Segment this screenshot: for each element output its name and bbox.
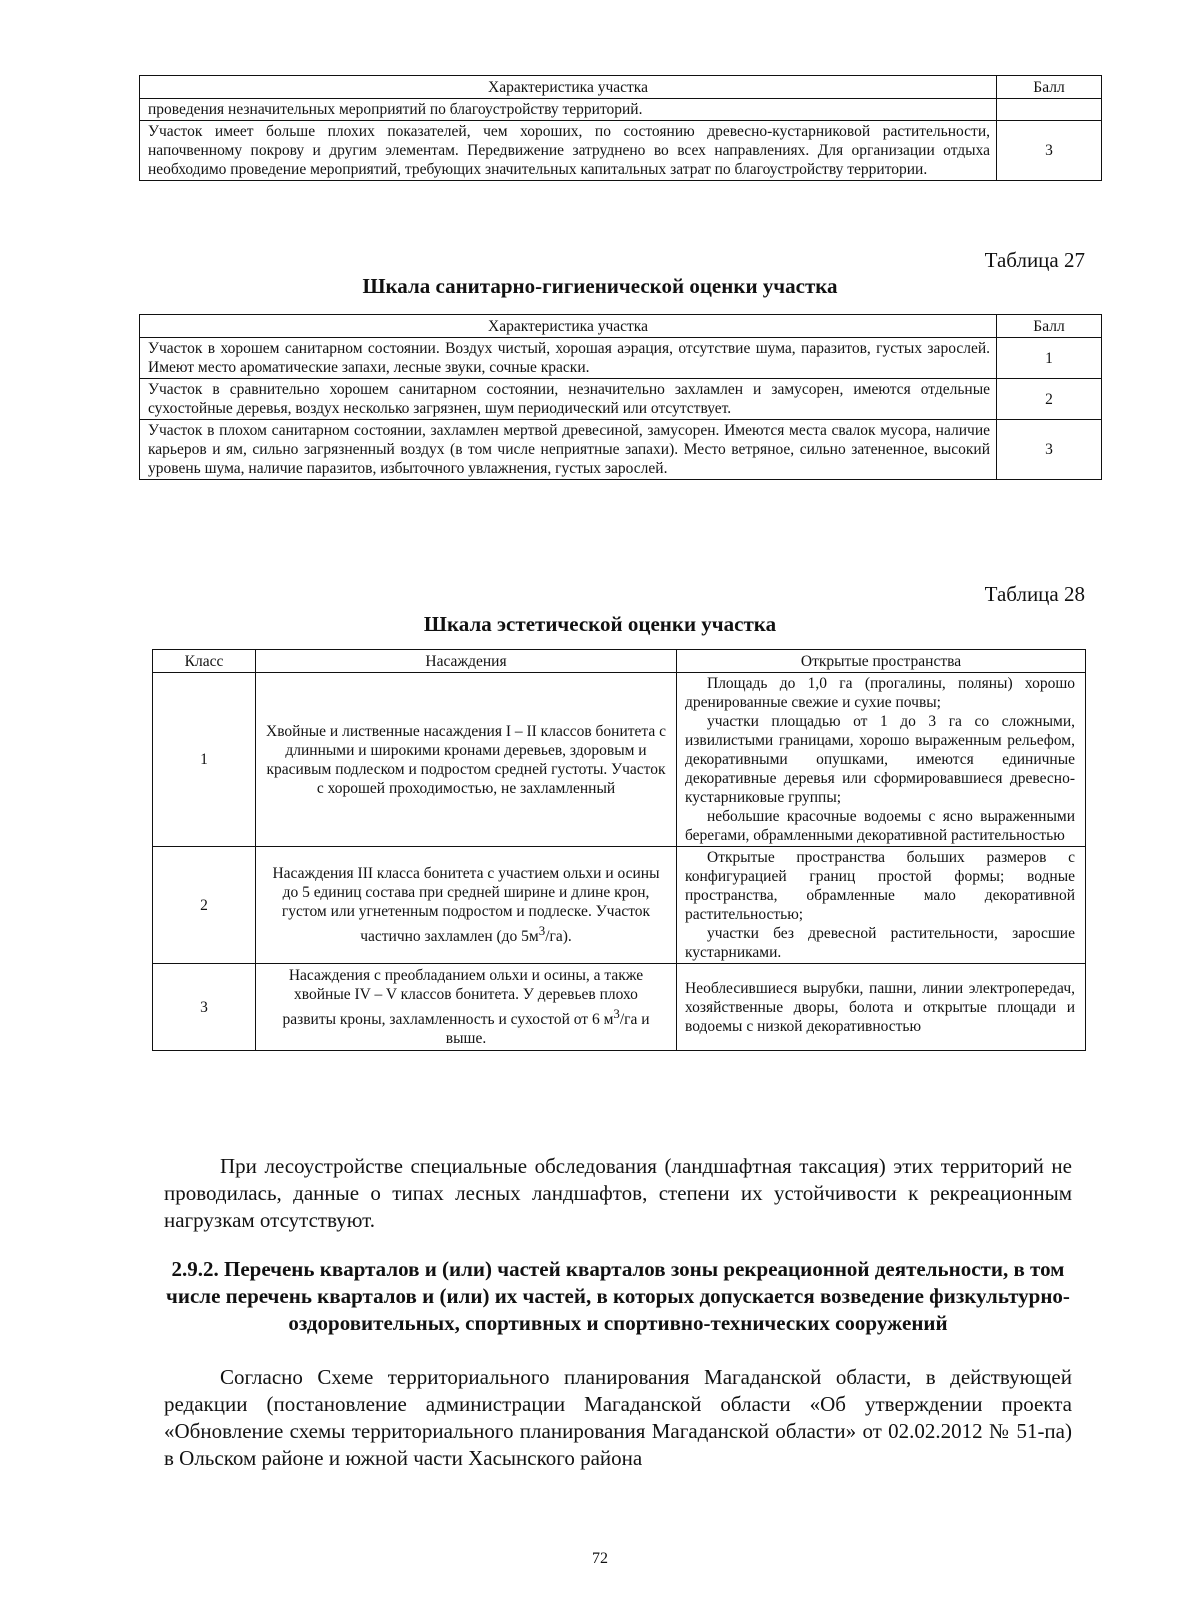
open-spaces-cell	[677, 847, 1086, 964]
header-score: Балл	[997, 315, 1102, 338]
superscript: 3	[538, 922, 546, 938]
open-spaces-cell	[677, 964, 1086, 1051]
plantings-cell	[256, 964, 677, 1051]
table-cell-text: Участок имеет больше плохих показателей, чем хороших, по состоянию древесно-кустарниковой растительности, напочвенному покрову и другим элементам. Передвижение затруднено во всех направлениях. Для организации отдыха необходимо проведение мероприятий, требующих значительных капитальных затрат по благоустройству территории.	[140, 121, 997, 181]
open-spaces-paragraph: участки площадью от 1 до 3 га со сложными, извилистыми границами, хорошо выраженным рельефом, декоративными опушками, имеются единичные декоративные деревья или сформировавшиеся древесно-кустарниковые группы;	[685, 713, 1075, 806]
open-spaces-paragraph: небольшие красочные водоемы с ясно выраженными берегами, обрамленными декоративной растительностью	[685, 808, 1075, 844]
class-cell: 1	[153, 673, 256, 847]
table-27	[139, 314, 1102, 480]
table-cell-text: Участок в плохом санитарном состоянии, захламлен мертвой древесиной, замусорен. Имеются места свалок мусора, наличие карьеров и ям, сильно загрязненный воздух (в том числе неприятные запахи). Место ветряное, сильно затененное, высокий уровень шума, наличие паразитов, избыточного увлажнения, густых зарослей.	[140, 420, 997, 480]
table-cell-text: Участок в сравнительно хорошем санитарном состоянии, незначительно захламлен и замусорен, имеются отдельные сухостойные деревья, воздух несколько загрязнен, шум периодический или отсутствует.	[140, 379, 997, 420]
header-plantings: Насаждения	[256, 650, 677, 673]
page-number: 72	[592, 1550, 608, 1567]
table-cell-text: Участок в хорошем санитарном состоянии. Воздух чистый, хорошая аэрация, отсутствие шума, паразитов, густых зарослей. Имеют место ароматические запахи, лесные звуки, сочные краски.	[140, 338, 997, 379]
header-characteristic: Характеристика участка	[140, 76, 997, 99]
plantings-text: Насаждения III класса бонитета с участием ольхи и осины до 5 единиц состава при средней ширине и длине крон, густом или угнетенным подростом и подлеске. Участок частично захламлен (до 5м	[272, 864, 660, 946]
table-cell-score: 1	[997, 338, 1102, 379]
table-cell-score	[997, 99, 1102, 121]
plantings-text-end: /га и выше.	[445, 1011, 650, 1048]
open-spaces-cell	[677, 673, 1086, 847]
header-open-spaces: Открытые пространства	[677, 650, 1086, 673]
superscript: 3	[613, 1006, 620, 1021]
table-cell-score: 3	[997, 121, 1102, 181]
table-cell-text: проведения незначительных мероприятий по благоустройству территорий.	[140, 99, 997, 121]
body-paragraph: Согласно Схеме территориального планирования Магаданской области, в действующей редакции (постановление администрации Магаданской области «Об утверждении проекта «Обновление схемы территориального планирования Магаданской области» от 02.02.2012 № 51-па) в Ольском районе и южной части Хасынского района	[164, 1365, 1072, 1470]
open-spaces-paragraph: Необлесившиеся вырубки, пашни, линии электропередач, хозяйственные дворы, болота и открытые площади и водоемы с низкой декоративностью	[685, 979, 1075, 1035]
table-cell-score: 2	[997, 379, 1102, 420]
table-28	[152, 649, 1086, 1051]
header-characteristic: Характеристика участка	[140, 315, 997, 338]
plantings-cell: Хвойные и лиственные насаждения I – II классов бонитета с длинными и широкими кронами деревьев, здоровым и красивым подлеском и подростом средней густоты. Участок с хорошей проходимостью, не захламленный	[256, 673, 677, 847]
table-28-title: Шкала эстетической оценки участка	[423, 612, 777, 636]
body-paragraph: При лесоустройстве специальные обследования (ландшафтная таксация) этих территорий не проводилась, данные о типах лесных ландшафтов, степени их устойчивости к рекреационным нагрузкам отсутствуют.	[164, 1154, 1072, 1232]
class-cell: 2	[153, 847, 256, 964]
table-28-number: Таблица 28	[984, 582, 1085, 606]
section-heading: 2.9.2. Перечень кварталов и (или) частей кварталов зоны рекреационной деятельности, в том числе перечень кварталов и (или) их частей, в которых допускается возведение физкультурно-оздоровительных, спортивных и спортивно-технических сооружений	[166, 1257, 1070, 1335]
header-score: Балл	[997, 76, 1102, 99]
open-spaces-paragraph: участки без древесной растительности, заросшие кустарниками.	[685, 925, 1075, 961]
table-27-number: Таблица 27	[984, 248, 1085, 272]
header-class: Класс	[153, 650, 256, 673]
class-cell: 3	[153, 964, 256, 1051]
open-spaces-paragraph: Открытые пространства больших размеров с конфигурацией границ простой формы; водные пространства, обрамленные мало декоративной растительностью;	[685, 849, 1075, 923]
plantings-cell	[256, 847, 677, 964]
plantings-text: Насаждения с преобладанием ольхи и осины, а также хвойные IV – V классов бонитета. У деревьев плохо развиты кроны, захламленность и сухостой от 6 м	[282, 967, 644, 1029]
plantings-text-end: /га).	[545, 928, 572, 946]
table-26-continuation	[139, 75, 1102, 181]
open-spaces-paragraph: Площадь до 1,0 га (прогалины, поляны) хорошо дренированные свежие и сухие почвы;	[685, 675, 1075, 711]
table-cell-score: 3	[997, 420, 1102, 480]
table-27-title: Шкала санитарно-гигиенической оценки участка	[362, 274, 838, 298]
